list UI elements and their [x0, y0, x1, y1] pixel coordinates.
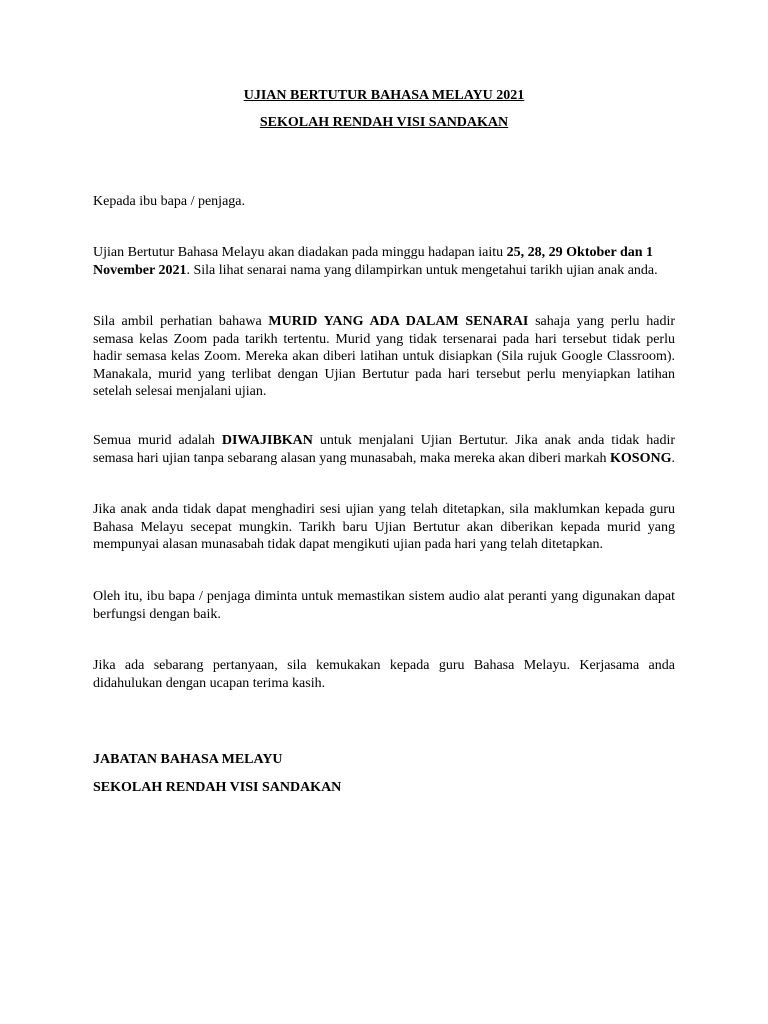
signature-school: SEKOLAH RENDAH VISI SANDAKAN [93, 780, 342, 795]
greeting: Kepada ibu bapa / penjaga. [93, 194, 245, 209]
paragraph-questions: Jika ada sebarang pertanyaan, sila kemukakan kepada guru Bahasa Melayu. Kerjasama anda didahulukan dengan ucapan terima kasih. [93, 658, 675, 691]
paragraph-text: Ujian Bertutur Bahasa Melayu akan diadakan pada minggu hadapan iaitu [93, 245, 507, 260]
emphasis-listed-students: MURID YANG ADA DALAM SENARAI [268, 314, 529, 329]
paragraph-text: Sila ambil perhatian bahawa [93, 314, 269, 329]
document-title: UJIAN BERTUTUR BAHASA MELAYU 2021 [243, 88, 525, 103]
emphasis-zero-marks: KOSONG [610, 450, 672, 466]
paragraph-mandatory [93, 432, 675, 467]
paragraph-text: untuk menjalani Ujian Bertutur. Jika anak anda tidak hadir semasa hari ujian tanpa sebarang alasan yang munasabah, maka mereka akan diberi markah [93, 433, 675, 466]
signature-department: JABATAN BAHASA MELAYU [93, 752, 283, 767]
paragraph-text: . [671, 450, 675, 466]
paragraph-listed-students [93, 313, 675, 401]
test-dates: 25, 28, 29 Oktober dan 1 November 2021 [93, 245, 654, 278]
paragraph-text: sahaja yang perlu hadir semasa kelas Zoom pada tarikh tertentu. Murid yang tidak tersenarai pada hari tersebut tidak perlu hadir semasa kelas Zoom. Mereka akan diberi latihan untuk disiapkan (Sila rujuk Google Classroom). Manakala, murid yang terlibat dengan Ujian Bertutur pada hari tersebut perlu menyiapkan latihan setelah selesai menjalani ujian. [93, 314, 675, 399]
paragraph-audio: Oleh itu, ibu bapa / penjaga diminta untuk memastikan sistem audio alat peranti yang digunakan dapat berfungsi dengan baik. [93, 589, 675, 622]
paragraph-test-dates [93, 244, 675, 279]
paragraph-text: . Sila lihat senarai nama yang dilampirkan untuk mengetahui tarikh ujian anak anda. [186, 262, 658, 278]
paragraph-text: Semua murid adalah [93, 433, 222, 448]
emphasis-mandatory: DIWAJIBKAN [221, 433, 313, 448]
paragraph-absence: Jika anak anda tidak dapat menghadiri sesi ujian yang telah ditetapkan, sila maklumkan kepada guru Bahasa Melayu secepat mungkin. Tarikh baru Ujian Bertutur akan diberikan kepada murid yang mempunyai alasan munasabah tidak dapat mengikuti ujian pada hari yang telah ditetapkan. [93, 502, 675, 552]
school-heading: SEKOLAH RENDAH VISI SANDAKAN [259, 115, 509, 130]
